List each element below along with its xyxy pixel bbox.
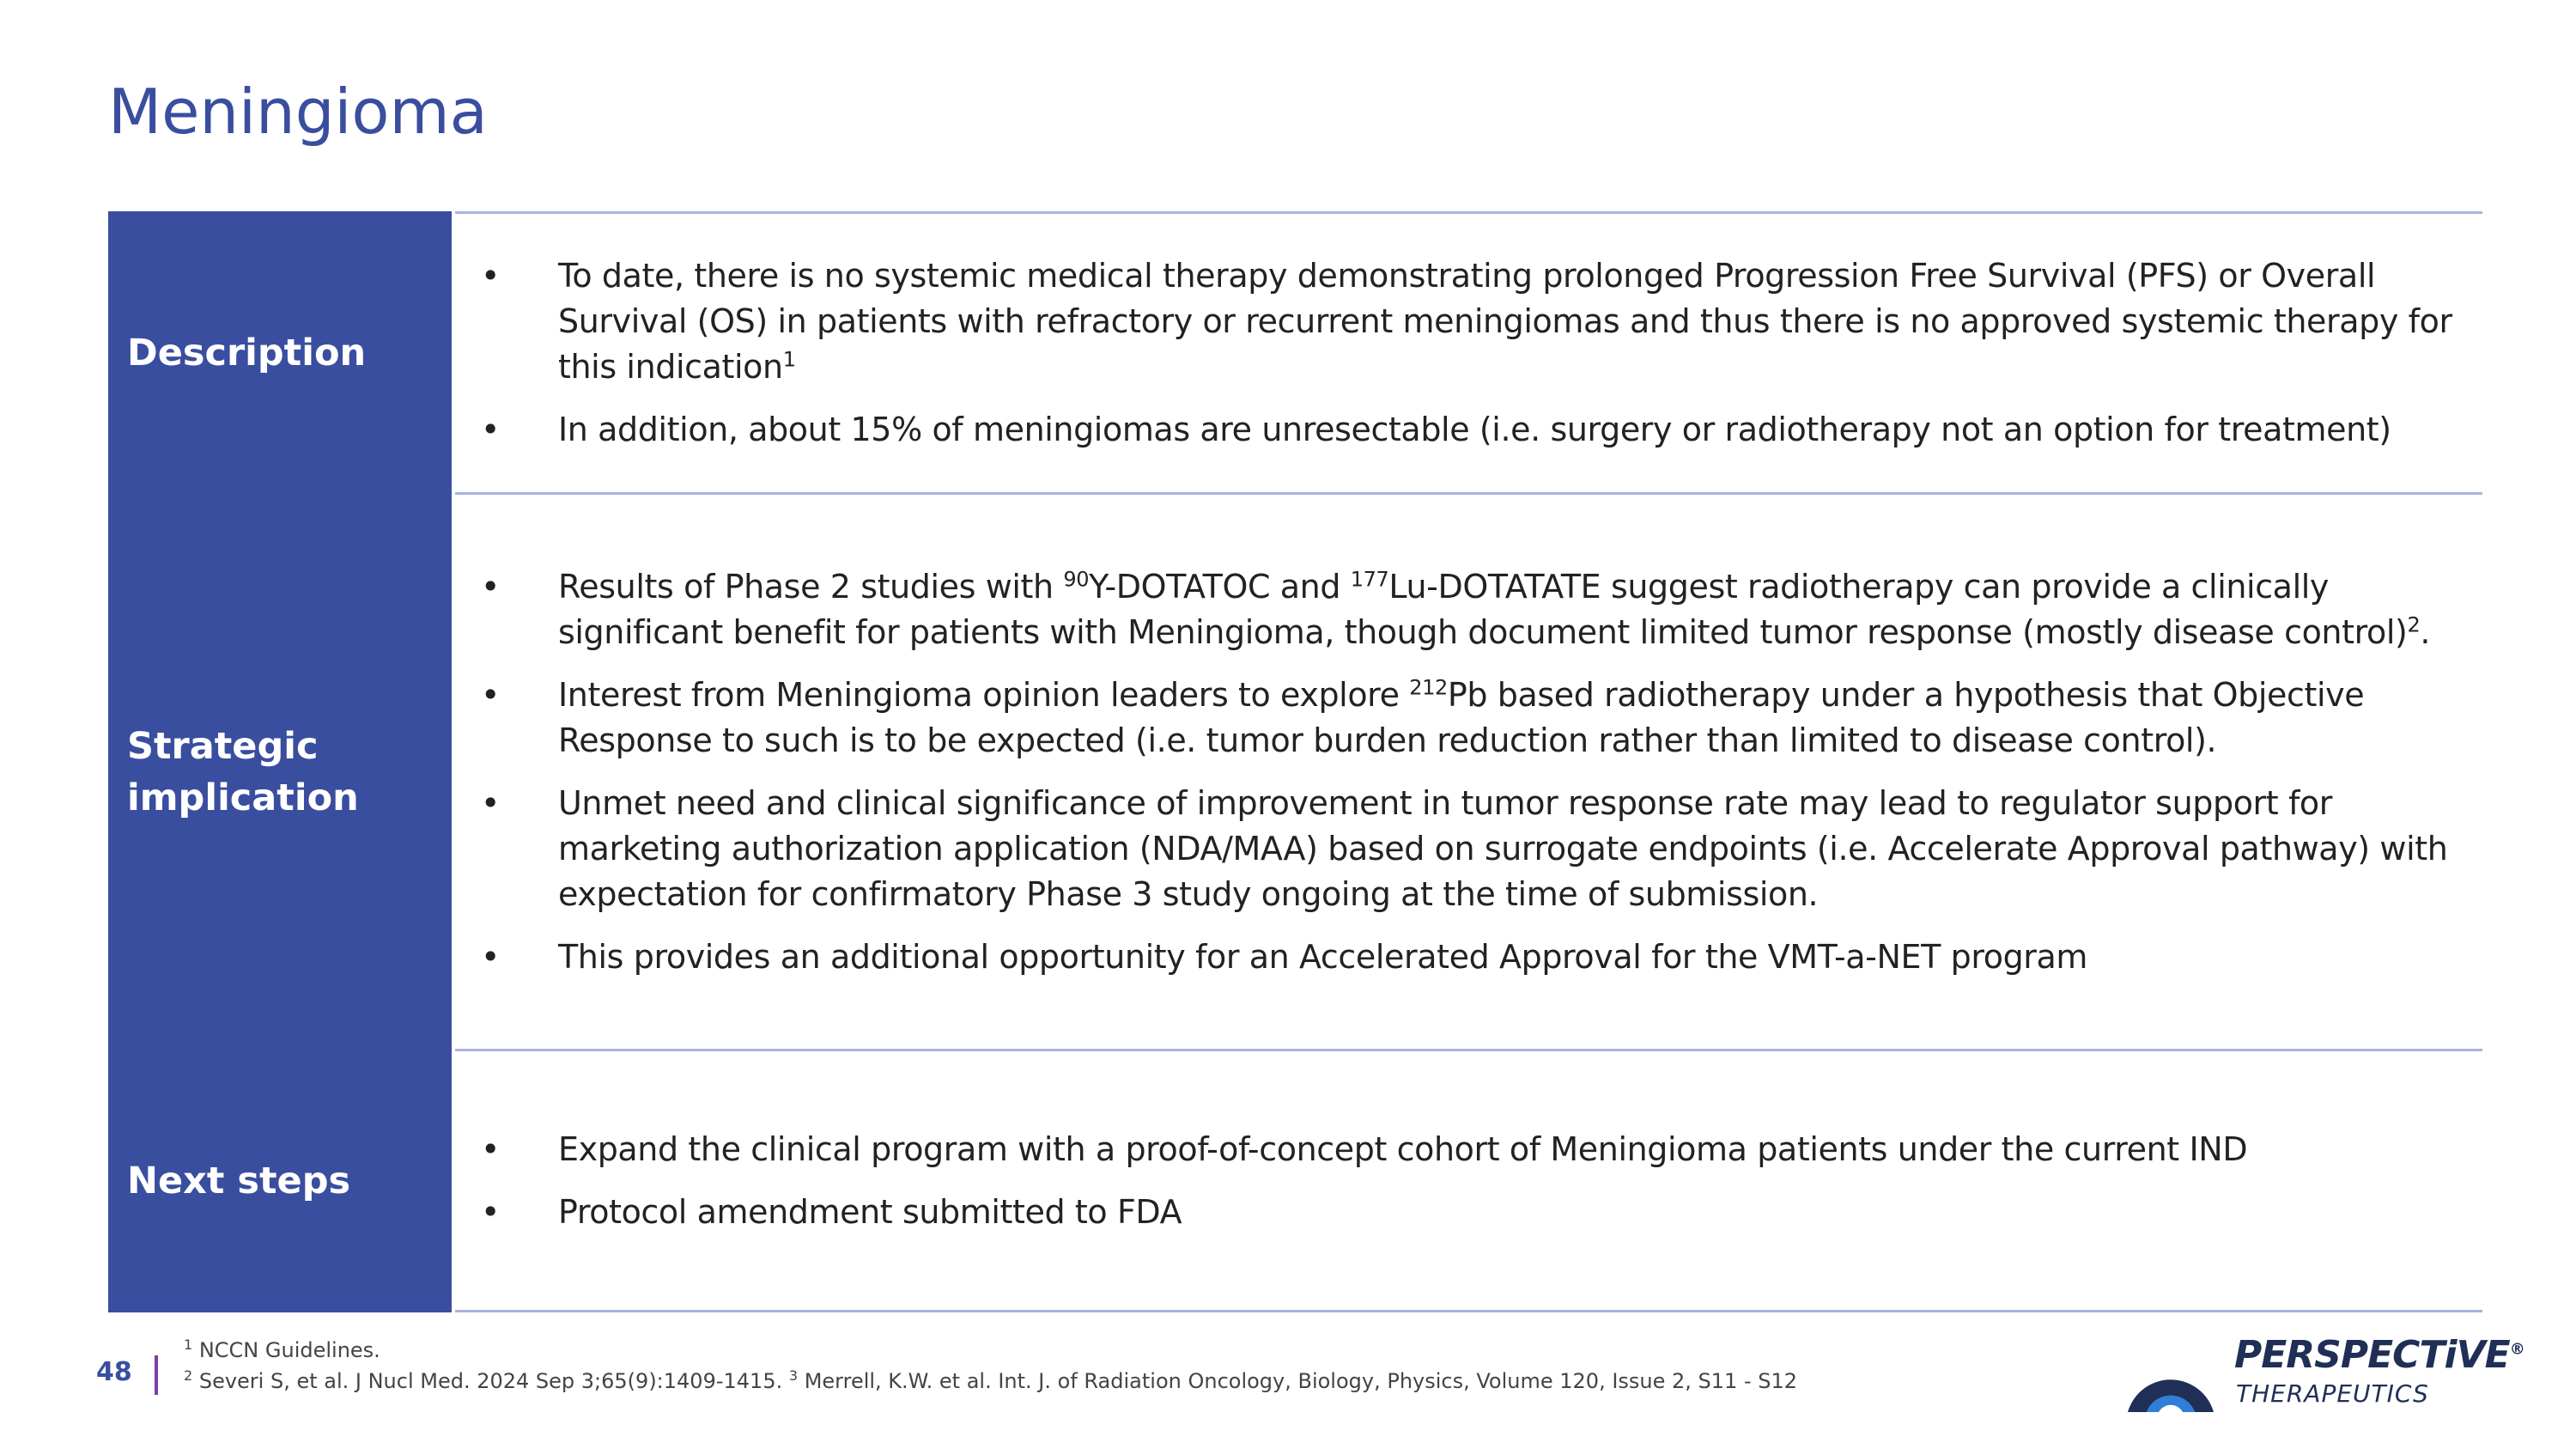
- row-content: [455, 211, 2482, 495]
- company-logo: [2121, 1323, 2533, 1426]
- bullet-item: • Results of Phase 2 studies with $^{90}$Y-DOTATOC and $^{177}$Lu-DOTATATE suggest radiotherapy can provide a clinically significant benefit for patients with Meningioma, though document limited tumor response (mostly disease control)$^2$.: [481, 564, 2465, 655]
- footnotes: [184, 1335, 1797, 1397]
- perspective-logo-icon: [2121, 1323, 2221, 1422]
- row-heading: Next steps: [108, 1050, 452, 1312]
- bullet-item: • This provides an additional opportunity for an Accelerated Approval for the VMT-a-NET program: [481, 935, 2465, 980]
- row-content: [455, 493, 2482, 1051]
- row-next-steps: [108, 1050, 2482, 1312]
- row-heading: Strategic implication: [108, 493, 452, 1051]
- bullet-item: • Protocol amendment submitted to FDA: [481, 1190, 2465, 1235]
- footer-divider: [155, 1355, 158, 1395]
- bullet-item: • Expand the clinical program with a proof-of-concept cohort of Meningioma patients under the current IND: [481, 1127, 2465, 1172]
- logo-wordmark: PERSPECTiVE®: [2234, 1333, 2524, 1377]
- logo-subtitle: THERAPEUTICS: [2236, 1379, 2429, 1408]
- page-title: Meningioma: [108, 76, 488, 148]
- row-heading: Description: [108, 211, 452, 495]
- page-number: 48: [96, 1357, 132, 1387]
- row-content: [455, 1050, 2482, 1312]
- bullet-item: • Unmet need and clinical significance of improvement in tumor response rate may lead to regulator support for marketing authorization application (NDA/MAA) based on surrogate endpoints (i.e. Accelerate Approval pathway) with expectation for confirmatory Phase 3 study ongoing at the time of submission.: [481, 781, 2465, 917]
- row-description: [108, 211, 2482, 495]
- row-strategic-implication: [108, 493, 2482, 1051]
- footnote-1: $^1$ NCCN Guidelines.: [184, 1336, 380, 1362]
- bullet-item: • Interest from Meningioma opinion leaders to explore $^{212}$Pb based radiotherapy under a hypothesis that Objective Response to such is to be expected (i.e. tumor burden reduction rather than limited to disease control).: [481, 673, 2465, 764]
- bullet-item: • To date, there is no systemic medical therapy demonstrating prolonged Progression Free Survival (PFS) or Overall Survival (OS) in patients with refractory or recurrent meningiomas and thus there is no approved systemic therapy for this indication$^1$: [481, 253, 2465, 390]
- bullet-item: • In addition, about 15% of meningiomas are unresectable (i.e. surgery or radiotherapy not an option for treatment): [481, 407, 2465, 453]
- footnote-2-3: $^2$ Severi S, et al. J Nucl Med. 2024 Sep 3;65(9):1409-1415. $^3$ Merrell, K.W. et al. Int. J. of Radiation Oncology, Biology, Physics, Volume 120, Issue 2, S11 - S12: [184, 1367, 1798, 1393]
